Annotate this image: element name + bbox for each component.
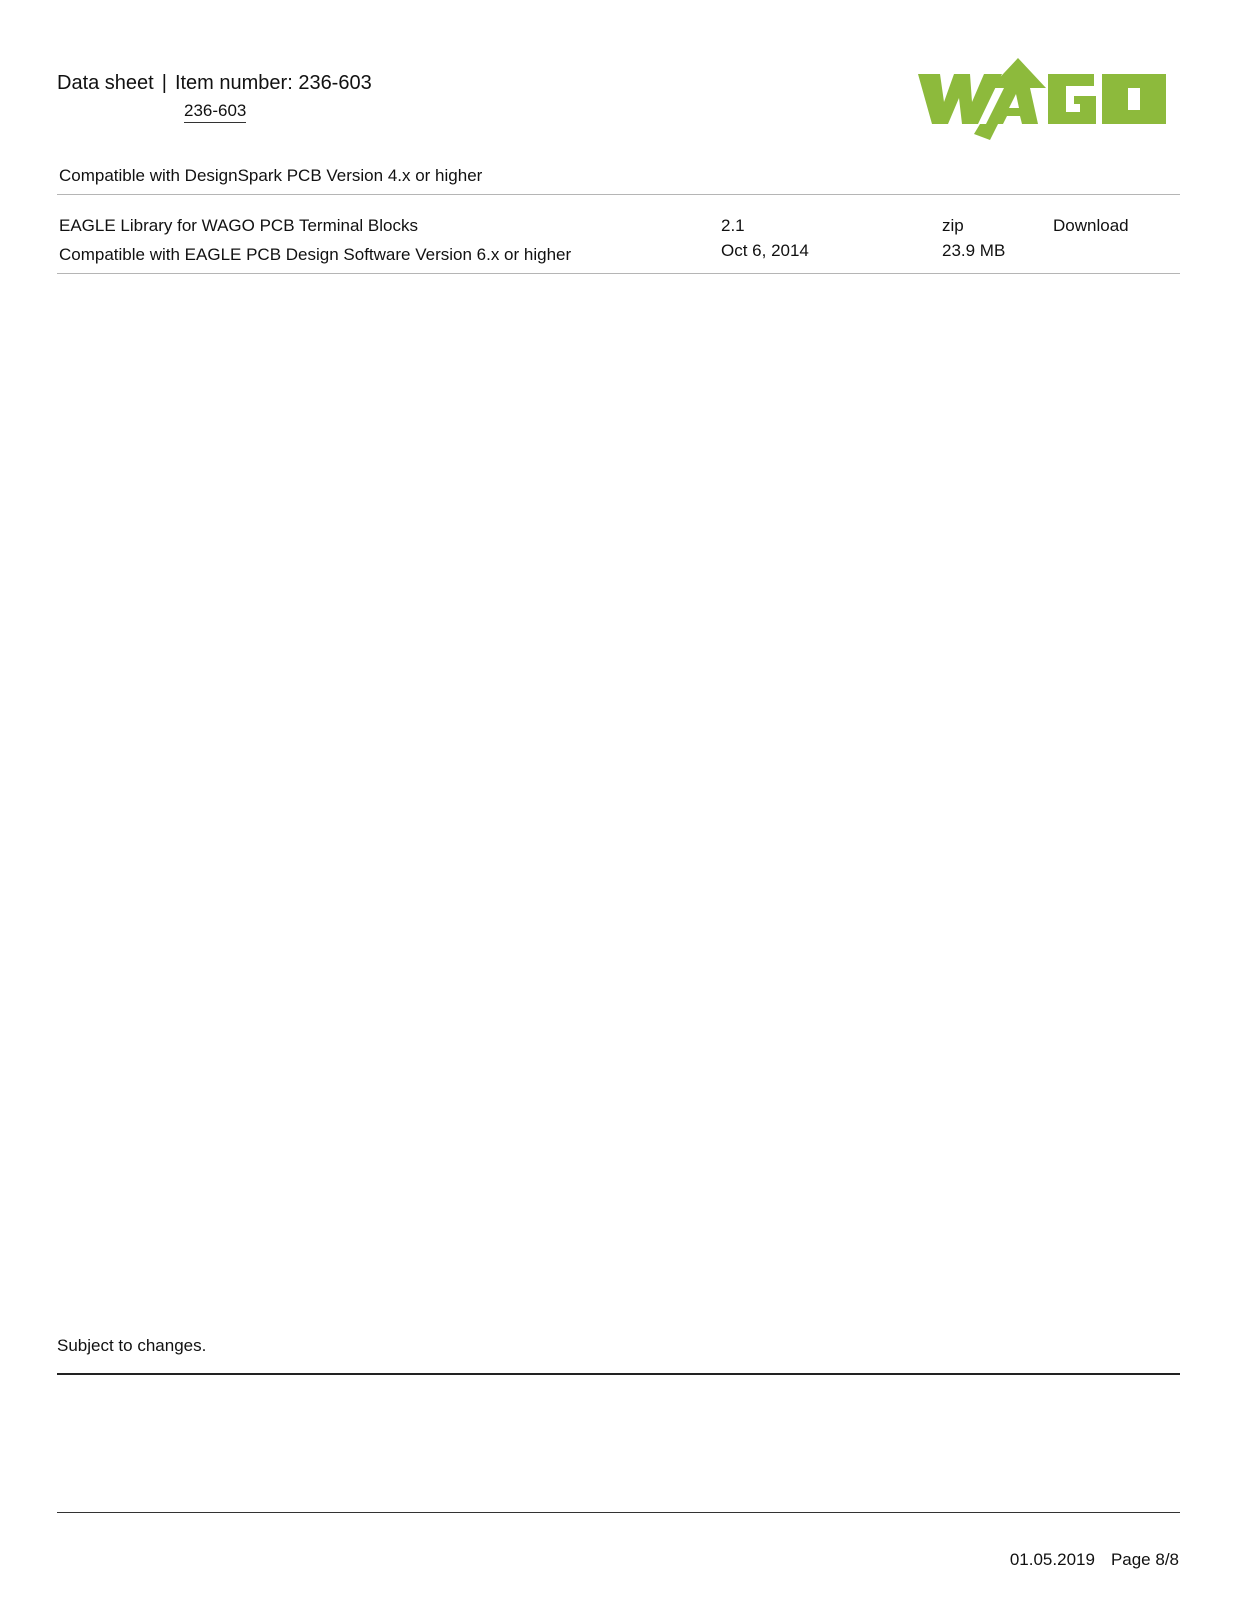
notice-divider <box>57 1373 1180 1375</box>
subject-to-changes-notice: Subject to changes. <box>57 1336 207 1355</box>
title-doc-type: Data sheet <box>57 72 154 94</box>
footer-page-number: Page 8/8 <box>1110 1550 1179 1569</box>
wago-logo <box>918 58 1178 144</box>
footer <box>1010 1550 1179 1570</box>
divider <box>57 194 1180 195</box>
download-version: 2.1 <box>721 216 745 235</box>
page-title <box>57 72 372 95</box>
title-item-number: Item number: 236-603 <box>174 72 372 94</box>
title-separator: | <box>161 72 167 94</box>
item-number-link[interactable]: 236-603 <box>184 101 246 123</box>
divider <box>57 273 1180 274</box>
footer-divider <box>57 1512 1180 1513</box>
download-link[interactable]: Download <box>1053 216 1129 235</box>
download-file-type: zip <box>942 216 964 235</box>
download-file-size: 23.9 MB <box>942 241 1006 260</box>
footer-date: 01.05.2019 <box>1009 1550 1095 1569</box>
download-date: Oct 6, 2014 <box>721 241 809 260</box>
download-title: EAGLE Library for WAGO PCB Terminal Blocks <box>59 216 418 235</box>
previous-entry-description: Compatible with DesignSpark PCB Version 4.x or higher <box>59 166 483 185</box>
download-description: Compatible with EAGLE PCB Design Software Version 6.x or higher <box>59 245 572 264</box>
